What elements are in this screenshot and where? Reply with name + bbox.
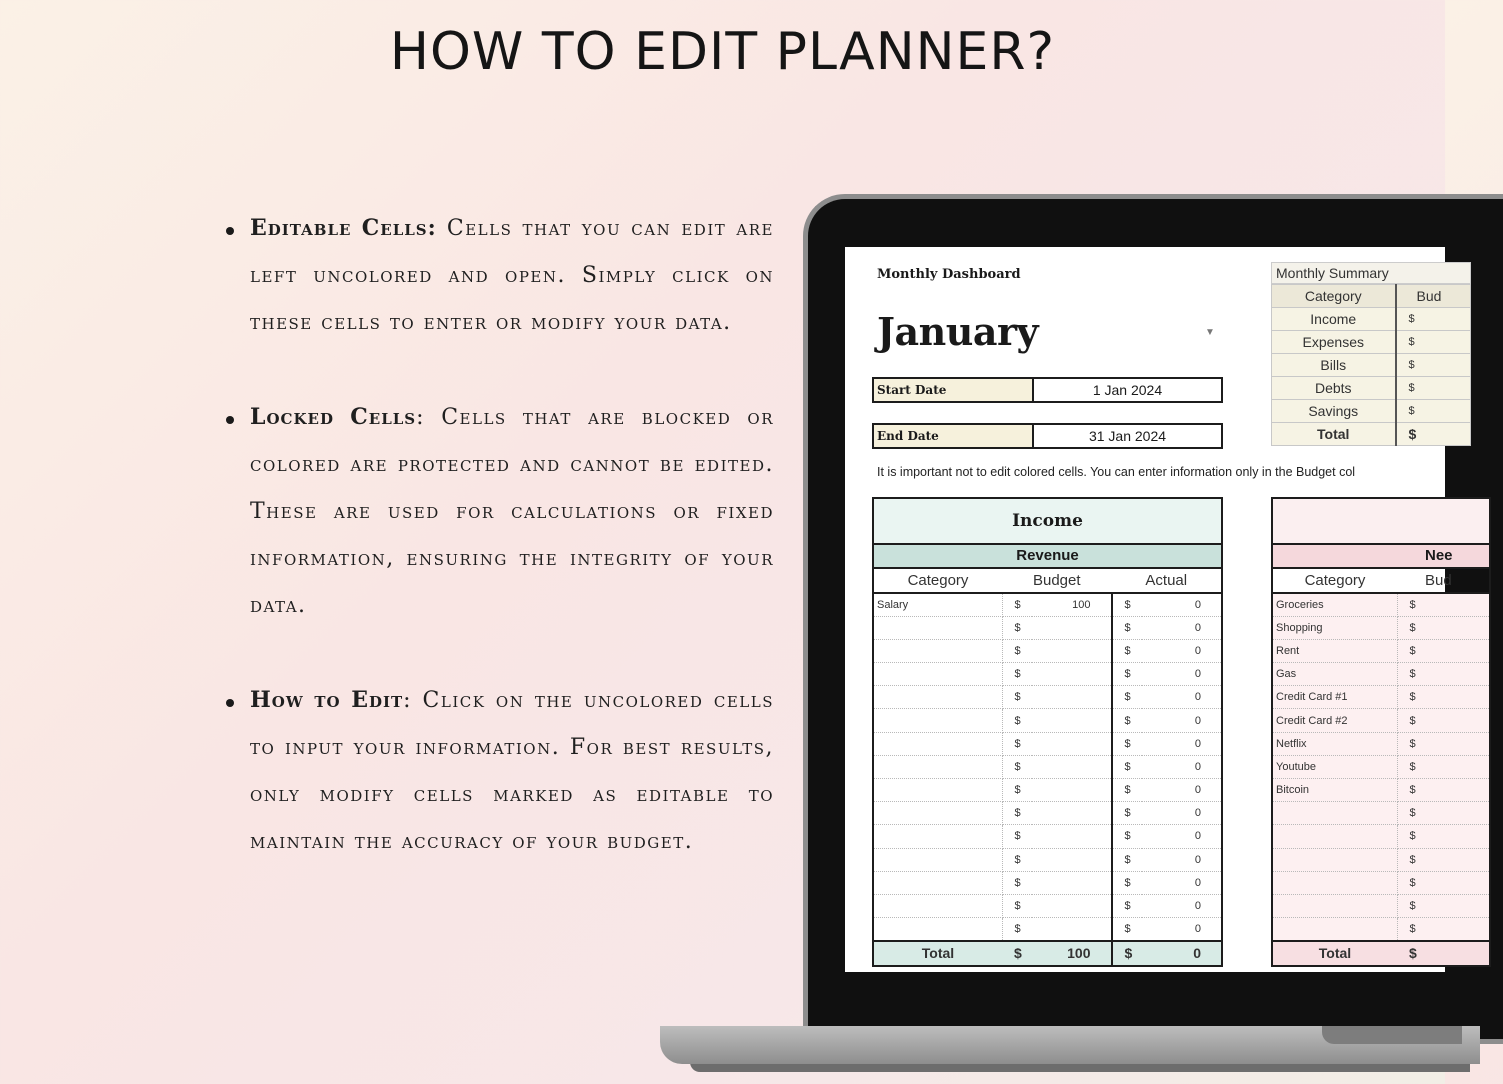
income-category-cell[interactable]: [874, 686, 1002, 709]
income-budget-cell[interactable]: [1032, 616, 1112, 639]
instruction-heading: Locked Cells: [250, 404, 417, 430]
currency-symbol: $: [1002, 871, 1032, 894]
monthly-summary: [1271, 262, 1471, 446]
currency-symbol: $: [1112, 941, 1142, 965]
currency-symbol: $: [1112, 732, 1142, 755]
table-row: [1273, 802, 1489, 825]
table-row: [874, 871, 1221, 894]
income-budget-cell[interactable]: [1032, 825, 1112, 848]
table-row: [874, 709, 1221, 732]
table-row: [874, 825, 1221, 848]
income-budget-cell[interactable]: [1032, 918, 1112, 941]
needs-category-cell: [1273, 848, 1397, 871]
income-total-budget: 100: [1032, 941, 1112, 965]
currency-symbol: $: [1397, 686, 1489, 709]
instruction-heading: Editable Cells:: [250, 215, 437, 241]
currency-symbol: $: [1112, 894, 1142, 917]
instruction-text: : Cells that are blocked or colored are protected and cannot be edited. These are used for calculations or fixed information, ensuring the integrity of your data.: [250, 405, 774, 618]
income-budget-cell[interactable]: [1032, 686, 1112, 709]
table-row: [1273, 848, 1489, 871]
table-row: [874, 848, 1221, 871]
needs-total-row: [1273, 941, 1489, 965]
income-budget-cell[interactable]: [1032, 871, 1112, 894]
income-budget-cell[interactable]: [1032, 779, 1112, 802]
currency-symbol: $: [1397, 593, 1489, 616]
income-budget-cell[interactable]: [1032, 639, 1112, 662]
income-category-cell[interactable]: [874, 848, 1002, 871]
currency-symbol: $: [1002, 802, 1032, 825]
start-date-field[interactable]: 1 Jan 2024: [1092, 382, 1163, 398]
income-panel: [872, 497, 1223, 967]
needs-category-cell: Youtube: [1273, 755, 1397, 778]
table-row: [874, 918, 1221, 941]
table-row: Debts $: [1272, 377, 1471, 400]
laptop-notch: [1322, 1026, 1462, 1044]
summary-header-budget: Bud: [1396, 285, 1471, 308]
needs-title: [1273, 499, 1489, 545]
table-row: Savings $: [1272, 400, 1471, 423]
table-row: [1273, 616, 1489, 639]
column-header-category: Category: [1273, 569, 1397, 593]
currency-symbol: $: [1002, 686, 1032, 709]
column-header-actual: Actual: [1112, 569, 1222, 593]
end-date-field[interactable]: 31 Jan 2024: [1088, 428, 1167, 444]
table-row: [1273, 639, 1489, 662]
needs-panel: [1271, 497, 1491, 967]
instruction-heading: How to Edit: [250, 687, 404, 713]
needs-subtitle: Nee: [1273, 545, 1489, 569]
needs-category-cell: [1273, 871, 1397, 894]
currency-symbol: $: [1002, 709, 1032, 732]
currency-symbol: $: [1112, 616, 1142, 639]
income-actual-cell: 0: [1142, 663, 1222, 686]
instruction-locked-cells: [222, 394, 774, 629]
income-category-cell[interactable]: [874, 779, 1002, 802]
currency-symbol: $: [1397, 663, 1489, 686]
needs-category-cell: Credit Card #1: [1273, 686, 1397, 709]
needs-category-cell: Groceries: [1273, 593, 1397, 616]
currency-symbol: $: [1112, 686, 1142, 709]
table-row: [874, 755, 1221, 778]
needs-category-cell: Credit Card #2: [1273, 709, 1397, 732]
currency-symbol: $: [1112, 593, 1142, 616]
table-row: [1273, 825, 1489, 848]
currency-symbol: $: [1002, 732, 1032, 755]
table-row: [874, 616, 1221, 639]
currency-symbol: $: [1112, 663, 1142, 686]
currency-symbol: $: [1002, 825, 1032, 848]
table-row: [874, 639, 1221, 662]
income-actual-cell: 0: [1142, 871, 1222, 894]
income-budget-cell[interactable]: [1032, 755, 1112, 778]
table-row: Income $: [1272, 308, 1471, 331]
currency-symbol: $: [1002, 593, 1032, 616]
currency-symbol: $: [1112, 848, 1142, 871]
income-category-cell[interactable]: [874, 663, 1002, 686]
table-row: [1273, 732, 1489, 755]
table-row: [874, 894, 1221, 917]
income-actual-cell: 0: [1142, 918, 1222, 941]
income-category-cell[interactable]: [874, 732, 1002, 755]
income-actual-cell: 0: [1142, 802, 1222, 825]
currency-symbol: $: [1397, 871, 1489, 894]
currency-symbol: $: [1002, 894, 1032, 917]
currency-symbol: $: [1397, 755, 1489, 778]
chevron-down-icon[interactable]: ▼: [1205, 327, 1215, 338]
currency-symbol: $: [1397, 918, 1489, 941]
instruction-editable-cells: [222, 205, 774, 346]
needs-category-cell: Shopping: [1273, 616, 1397, 639]
currency-symbol: $: [1397, 732, 1489, 755]
table-row: [874, 779, 1221, 802]
income-category-cell[interactable]: [874, 825, 1002, 848]
income-category-cell[interactable]: [874, 709, 1002, 732]
start-date-row: [872, 377, 1223, 403]
income-category-cell[interactable]: [874, 755, 1002, 778]
column-header-category: Category: [874, 569, 1002, 593]
currency-symbol: $: [1397, 709, 1489, 732]
currency-symbol: $: [1397, 639, 1489, 662]
currency-symbol: $: [1002, 755, 1032, 778]
income-category-cell[interactable]: [874, 918, 1002, 941]
currency-symbol: $: [1397, 779, 1489, 802]
income-category-cell[interactable]: [874, 639, 1002, 662]
instruction-how-to-edit: [222, 677, 774, 865]
income-actual-cell: 0: [1142, 825, 1222, 848]
income-actual-cell: 0: [1142, 755, 1222, 778]
currency-symbol: $: [1397, 825, 1489, 848]
table-row: [1273, 918, 1489, 941]
summary-caption: Monthly Summary: [1271, 262, 1471, 284]
income-budget-cell[interactable]: [1032, 802, 1112, 825]
table-row: [1273, 755, 1489, 778]
income-budget-cell[interactable]: [1032, 709, 1112, 732]
income-category-cell[interactable]: [874, 894, 1002, 917]
instructions-list: [222, 205, 774, 913]
income-actual-cell: 0: [1142, 732, 1222, 755]
currency-symbol: $: [1112, 639, 1142, 662]
currency-symbol: $: [1002, 616, 1032, 639]
income-category-cell[interactable]: [874, 616, 1002, 639]
income-budget-cell[interactable]: [1032, 894, 1112, 917]
spreadsheet-screen: [845, 247, 1453, 972]
currency-symbol: $: [1112, 779, 1142, 802]
income-actual-cell: 0: [1142, 894, 1222, 917]
currency-symbol: $: [1002, 848, 1032, 871]
income-category-cell[interactable]: [874, 802, 1002, 825]
income-budget-cell[interactable]: [1032, 848, 1112, 871]
currency-symbol: $: [1112, 709, 1142, 732]
instruction-text: : Click on the uncolored cells to input your information. For best results, only modify cells marked as editable to maintain the accuracy of your budget.: [250, 688, 775, 854]
summary-total-row: Total $: [1272, 423, 1471, 446]
table-row: [1273, 663, 1489, 686]
income-budget-cell[interactable]: [1032, 732, 1112, 755]
income-total-row: [874, 941, 1221, 965]
currency-symbol: $: [1112, 802, 1142, 825]
summary-header-category: Category: [1272, 285, 1396, 308]
needs-category-cell: Bitcoin: [1273, 779, 1397, 802]
income-total-label: Total: [874, 941, 1002, 965]
table-row: [1273, 709, 1489, 732]
table-row: [874, 686, 1221, 709]
needs-category-cell: Gas: [1273, 663, 1397, 686]
table-row: [874, 802, 1221, 825]
table-row: [874, 663, 1221, 686]
currency-symbol: $: [1112, 825, 1142, 848]
income-budget-cell[interactable]: 100: [1032, 593, 1112, 616]
end-date-row: [872, 423, 1223, 449]
income-actual-cell: 0: [1142, 779, 1222, 802]
table-row: Expenses $: [1272, 331, 1471, 354]
currency-symbol: $: [1002, 639, 1032, 662]
currency-symbol: $: [1397, 616, 1489, 639]
income-title: Income: [874, 499, 1221, 545]
currency-symbol: $: [1112, 871, 1142, 894]
needs-category-cell: [1273, 802, 1397, 825]
currency-symbol: $: [1002, 941, 1032, 965]
currency-symbol: $: [1002, 663, 1032, 686]
needs-total-label: Total: [1273, 941, 1397, 965]
needs-category-cell: [1273, 894, 1397, 917]
table-row: [874, 593, 1221, 616]
needs-category-cell: [1273, 918, 1397, 941]
table-row: [1273, 686, 1489, 709]
currency-symbol: $: [1002, 918, 1032, 941]
needs-category-cell: Rent: [1273, 639, 1397, 662]
income-budget-cell[interactable]: [1032, 663, 1112, 686]
table-row: [1273, 871, 1489, 894]
table-row: [1273, 894, 1489, 917]
end-date-label: End Date: [874, 425, 1034, 447]
start-date-label: Start Date: [874, 379, 1034, 401]
revenue-subtitle: Revenue: [874, 545, 1221, 569]
income-actual-cell: 0: [1142, 593, 1222, 616]
dashboard-label: Monthly Dashboard: [877, 267, 1021, 282]
currency-symbol: $: [1112, 755, 1142, 778]
instruction-text: Cells that you can edit are left uncolored and open. Simply click on these cells to enter or modify your data.: [250, 216, 774, 335]
currency-symbol: $: [1397, 848, 1489, 871]
column-header-budget: Bud: [1397, 569, 1489, 593]
currency-symbol: $: [1397, 941, 1489, 965]
income-total-actual: 0: [1142, 941, 1222, 965]
needs-table: [1273, 569, 1489, 965]
income-actual-cell: 0: [1142, 709, 1222, 732]
income-category-cell[interactable]: Salary: [874, 593, 1002, 616]
needs-category-cell: Netflix: [1273, 732, 1397, 755]
income-actual-cell: 0: [1142, 616, 1222, 639]
income-actual-cell: 0: [1142, 639, 1222, 662]
page-title: HOW TO EDIT PLANNER?: [389, 22, 1056, 82]
currency-symbol: $: [1112, 918, 1142, 941]
currency-symbol: $: [1397, 802, 1489, 825]
currency-symbol: $: [1002, 779, 1032, 802]
column-header-budget: Budget: [1002, 569, 1112, 593]
table-row: [1273, 779, 1489, 802]
income-actual-cell: 0: [1142, 848, 1222, 871]
income-actual-cell: 0: [1142, 686, 1222, 709]
table-row: Bills $: [1272, 354, 1471, 377]
table-row: [874, 732, 1221, 755]
needs-category-cell: [1273, 825, 1397, 848]
month-select[interactable]: January: [877, 309, 1039, 354]
edit-notice: It is important not to edit colored cells. You can enter information only in the Budget col: [877, 465, 1356, 479]
income-category-cell[interactable]: [874, 871, 1002, 894]
table-row: [1273, 593, 1489, 616]
income-table: [874, 569, 1221, 965]
currency-symbol: $: [1397, 894, 1489, 917]
